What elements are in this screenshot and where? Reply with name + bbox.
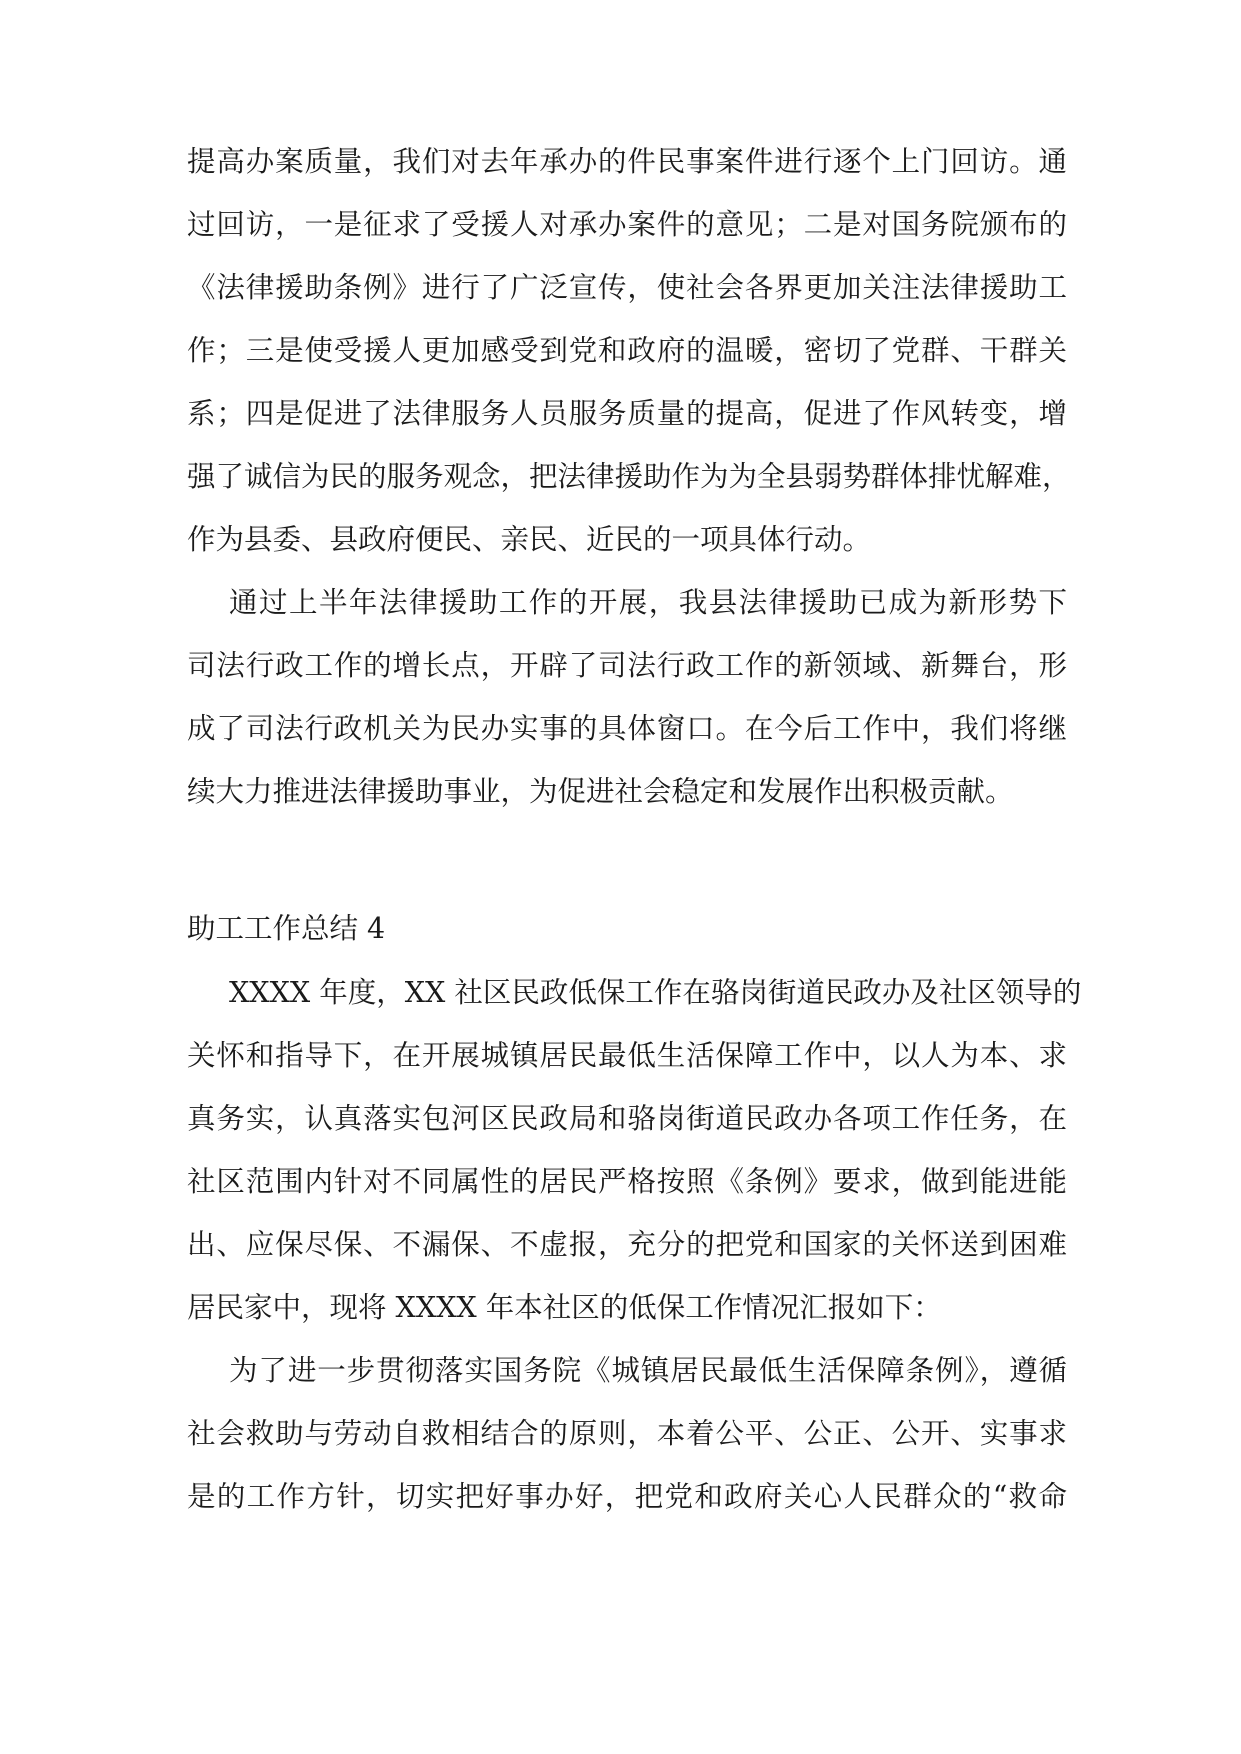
paragraph-line: 关怀和指导下，在开展城镇居民最低生活保障工作中，以人为本、求: [187, 1039, 1067, 1072]
paragraph-line: 是的工作方针，切实把好事办好，把党和政府关心人民群众的“救命: [187, 1480, 1067, 1513]
paragraph-line: 作；三是使受援人更加感受到党和政府的温暖，密切了党群、干群关: [187, 334, 1067, 367]
paragraph-line: 过回访，一是征求了受援人对承办案件的意见；二是对国务院颁布的: [187, 208, 1067, 241]
paragraph-line: 提高办案质量，我们对去年承办的件民事案件进行逐个上门回访。通: [187, 145, 1067, 178]
paragraph-line: 强了诚信为民的服务观念，把法律援助作为为全县弱势群体排忧解难，: [187, 460, 1071, 493]
paragraph-line: 为了进一步贯彻落实国务院《城镇居民最低生活保障条例》，遵循: [229, 1354, 1067, 1387]
paragraph-line: 成了司法行政机关为民办实事的具体窗口。在今后工作中，我们将继: [187, 712, 1067, 745]
paragraph-line: 《法律援助条例》进行了广泛宣传，使社会各界更加关注法律援助工: [187, 271, 1067, 304]
paragraph-line: 系；四是促进了法律服务人员服务质量的提高，促进了作风转变，增: [187, 397, 1067, 430]
paragraph-line: 司法行政工作的增长点，开辟了司法行政工作的新领域、新舞台，形: [187, 649, 1067, 682]
paragraph-line: 出、应保尽保、不漏保、不虚报，充分的把党和国家的关怀送到困难: [187, 1228, 1067, 1261]
paragraph-line: 续大力推进法律援助事业，为促进社会稳定和发展作出积极贡献。: [187, 775, 1014, 808]
paragraph-line: 真务实，认真落实包河区民政局和骆岗街道民政办各项工作任务，在: [187, 1102, 1067, 1135]
section-heading: 助工工作总结 4: [187, 912, 386, 945]
paragraph-line: 通过上半年法律援助工作的开展，我县法律援助已成为新形势下: [229, 586, 1067, 619]
paragraph-line: 居民家中，现将 XXXX 年本社区的低保工作情况汇报如下：: [187, 1291, 942, 1324]
paragraph-line: 社区范围内针对不同属性的居民严格按照《条例》要求，做到能进能: [187, 1165, 1067, 1198]
paragraph-line: 社会救助与劳动自救相结合的原则，本着公平、公正、公开、实事求: [187, 1417, 1067, 1450]
paragraph-line: XXXX 年度，XX 社区民政低保工作在骆岗街道民政办及社区领导的: [229, 976, 1082, 1009]
paragraph-line: 作为县委、县政府便民、亲民、近民的一项具体行动。: [187, 523, 872, 556]
